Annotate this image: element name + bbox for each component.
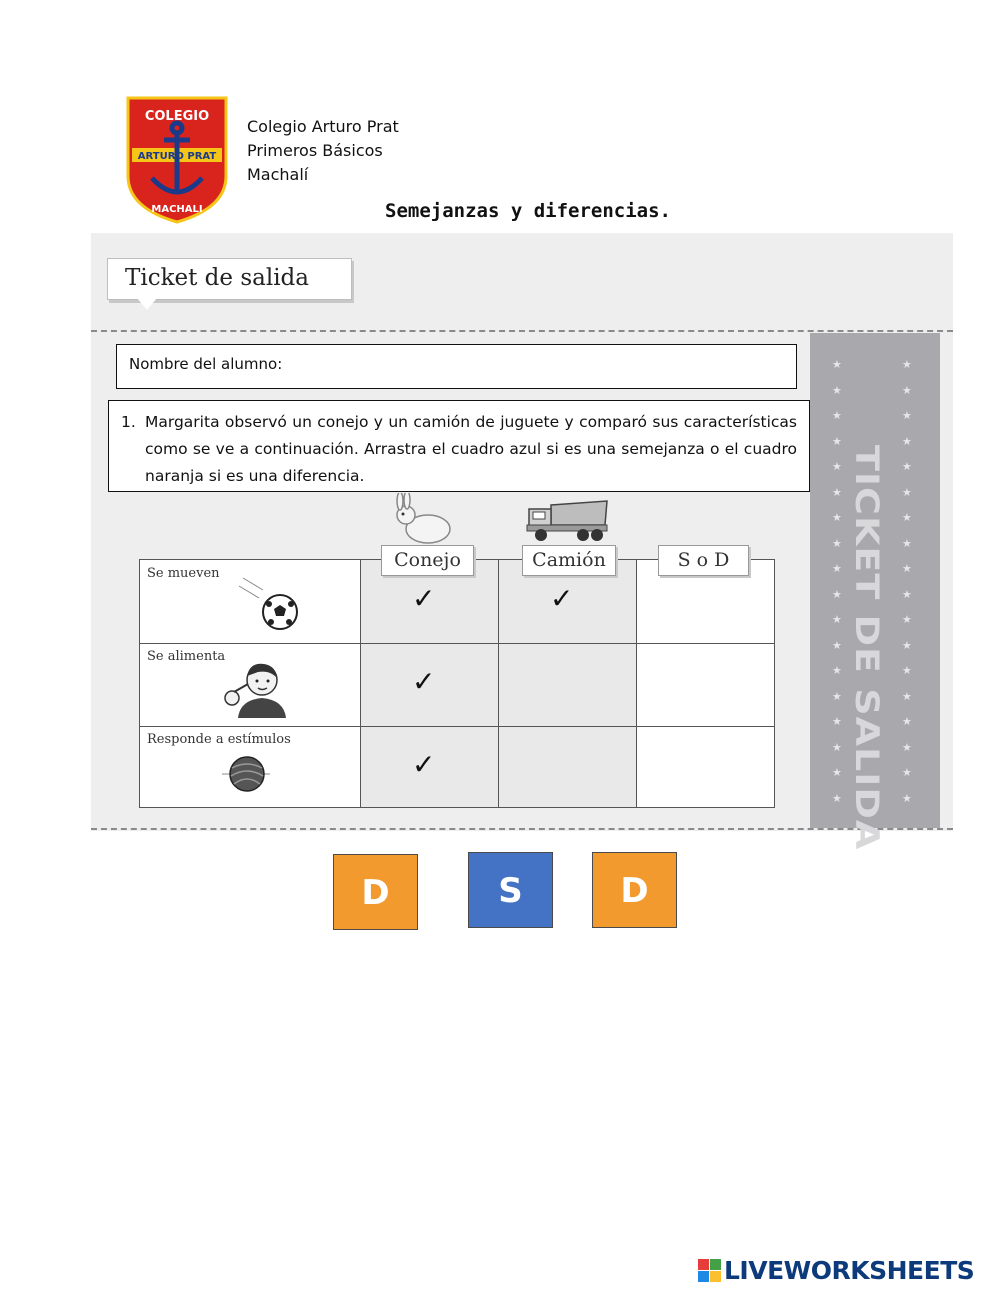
student-name-field[interactable] bbox=[116, 344, 797, 389]
star-icon: ★ bbox=[832, 536, 842, 550]
logo-bottom-text: MACHALI bbox=[151, 204, 203, 215]
star-icon: ★ bbox=[832, 766, 842, 779]
star-icon: ★ bbox=[902, 485, 912, 499]
instruction-text: Margarita observó un conejo y un camión de juguete y comparó sus características como se ve a continuación. Arrastra el cuadro azul si es una semejanza o el cuadro naranja si es una diferencia. bbox=[145, 413, 797, 485]
star-icon: ★ bbox=[832, 358, 842, 371]
check-conejo-se-alimenta: ✓ bbox=[412, 665, 436, 698]
ticket-stub-text: TICKET DE SALIDA bbox=[848, 445, 886, 851]
ticket-divider-top bbox=[91, 330, 953, 332]
star-icon: ★ bbox=[832, 562, 842, 575]
star-icon: ★ bbox=[832, 587, 842, 601]
star-icon: ★ bbox=[832, 664, 842, 677]
school-logo bbox=[124, 96, 230, 224]
ball-of-yarn-icon bbox=[222, 750, 272, 796]
rabbit-icon bbox=[390, 493, 456, 545]
star-icon: ★ bbox=[832, 460, 842, 473]
soccer-ball-icon bbox=[225, 574, 305, 634]
column-header-s-o-d: S o D bbox=[658, 545, 749, 576]
ticket-divider-bottom bbox=[91, 828, 953, 830]
answer-tile-diferencia[interactable]: D bbox=[592, 852, 677, 928]
liveworksheets-logo-icon bbox=[698, 1259, 721, 1282]
student-name-label: Nombre del alumno: bbox=[129, 355, 283, 373]
answer-tile-diferencia[interactable]: D bbox=[333, 854, 418, 930]
page-title: Semejanzas y diferencias. bbox=[385, 200, 671, 222]
star-icon: ★ bbox=[902, 536, 912, 550]
check-camion-se-mueven: ✓ bbox=[550, 582, 574, 615]
star-icon: ★ bbox=[902, 689, 912, 703]
logo-top-text: COLEGIO bbox=[144, 109, 210, 124]
star-icon: ★ bbox=[902, 358, 912, 371]
star-icon: ★ bbox=[832, 791, 842, 805]
star-icon: ★ bbox=[832, 485, 842, 499]
row-label-se-alimenta: Se alimenta bbox=[147, 649, 226, 664]
ticket-label: Ticket de salida bbox=[107, 258, 352, 300]
star-icon: ★ bbox=[832, 740, 842, 754]
star-icon: ★ bbox=[902, 460, 912, 473]
star-icon: ★ bbox=[832, 434, 842, 448]
liveworksheets-brand bbox=[698, 1256, 974, 1285]
row-label-se-mueven: Se mueven bbox=[147, 566, 220, 581]
star-icon: ★ bbox=[902, 715, 912, 728]
star-icon: ★ bbox=[902, 587, 912, 601]
star-icon: ★ bbox=[832, 715, 842, 728]
logo-middle-text: ARTURO PRAT bbox=[137, 151, 217, 162]
table-divider bbox=[360, 560, 361, 807]
star-icon: ★ bbox=[902, 766, 912, 779]
star-icon: ★ bbox=[902, 409, 912, 422]
star-icon: ★ bbox=[902, 740, 912, 754]
star-icon: ★ bbox=[832, 638, 842, 652]
dump-truck-icon bbox=[525, 497, 609, 543]
star-icon: ★ bbox=[902, 383, 912, 397]
row-label-responde: Responde a estímulos bbox=[147, 732, 291, 747]
star-icon: ★ bbox=[832, 613, 842, 626]
star-icon: ★ bbox=[832, 409, 842, 422]
star-icon: ★ bbox=[902, 434, 912, 448]
school-grade: Primeros Básicos bbox=[247, 141, 383, 160]
school-city: Machalí bbox=[247, 165, 309, 184]
brand-text: LIVEWORKSHEETS bbox=[724, 1256, 975, 1285]
comparison-table bbox=[139, 559, 775, 808]
check-conejo-responde: ✓ bbox=[412, 748, 436, 781]
check-conejo-se-mueven: ✓ bbox=[412, 582, 436, 615]
star-icon: ★ bbox=[902, 664, 912, 677]
table-divider bbox=[498, 560, 499, 807]
star-icon: ★ bbox=[902, 791, 912, 805]
ticket-label-tail bbox=[137, 298, 157, 310]
star-icon: ★ bbox=[832, 689, 842, 703]
star-icon: ★ bbox=[902, 638, 912, 652]
column-header-conejo: Conejo bbox=[381, 545, 474, 576]
star-icon: ★ bbox=[902, 613, 912, 626]
boy-eating-icon bbox=[218, 654, 290, 720]
school-info bbox=[247, 115, 399, 187]
drop-zone-responde[interactable] bbox=[637, 727, 774, 807]
star-icon: ★ bbox=[902, 511, 912, 524]
instruction-number: 1. bbox=[121, 413, 136, 431]
instruction-box bbox=[108, 400, 810, 492]
star-icon: ★ bbox=[832, 383, 842, 397]
drop-zone-se-alimenta[interactable] bbox=[637, 644, 774, 726]
star-icon: ★ bbox=[832, 511, 842, 524]
answer-tile-semejanza[interactable]: S bbox=[468, 852, 553, 928]
school-name: Colegio Arturo Prat bbox=[247, 117, 399, 136]
star-icon: ★ bbox=[902, 562, 912, 575]
column-header-camion: Camión bbox=[522, 545, 616, 576]
